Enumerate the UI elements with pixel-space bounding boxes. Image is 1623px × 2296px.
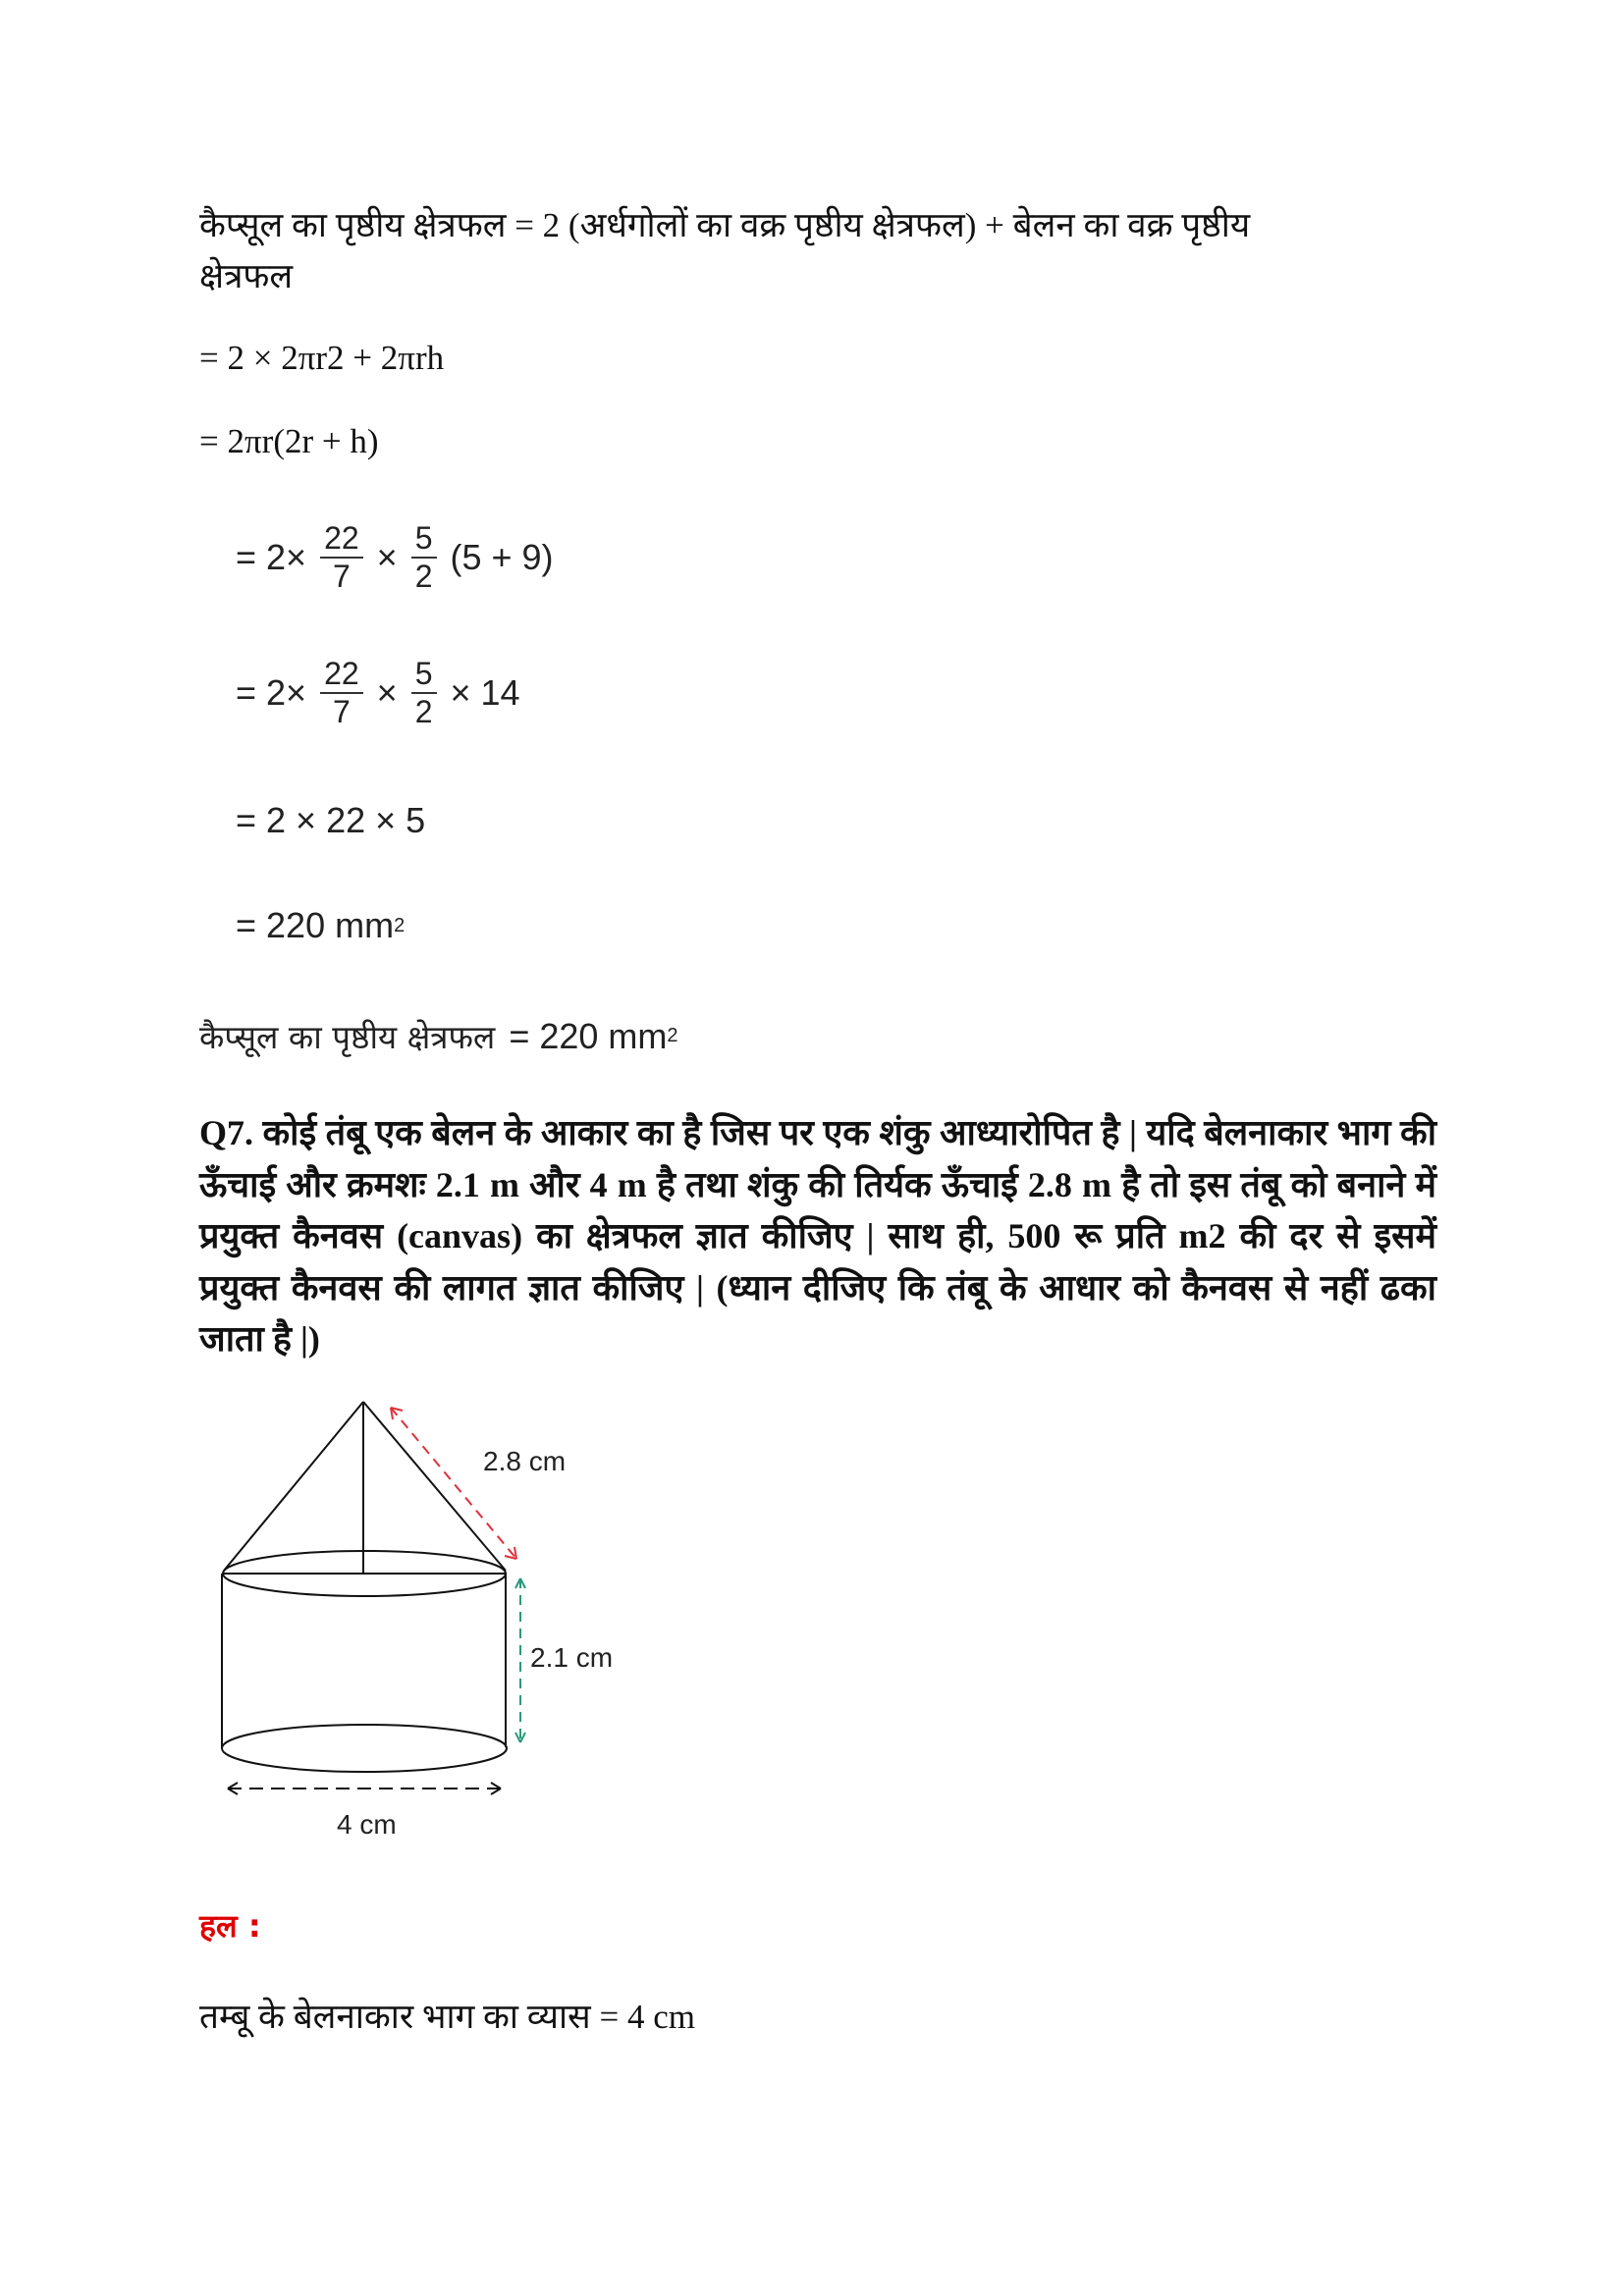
formula-line: = 2 × 2πr2 + 2πrh (199, 339, 445, 377)
fraction (320, 656, 363, 730)
text-line: कैप्सूल का पृष्ठीय क्षेत्रफल = 2 (अर्धगोलों का वक्र पृष्ठीय क्षेत्रफल) + बेलन का वक्र पृष्ठीय (199, 206, 1251, 244)
superscript: 2 (394, 914, 406, 936)
slant-label: 2.8 cm (483, 1446, 567, 1476)
superscript: 2 (667, 1025, 678, 1046)
formula-line: = 2πr(2r + h) (199, 422, 379, 460)
denominator: 2 (414, 558, 433, 594)
question-number: Q7. (199, 1113, 254, 1152)
question-q7 (199, 1107, 1436, 1365)
numerator: 5 (411, 520, 437, 559)
step-4 (236, 905, 405, 946)
step-text: (5 + 9) (450, 536, 554, 577)
question-text: कोई तंबू एक बेलन के आकार का है जिस पर एक शंकु आध्यारोपित है | यदि बेलनाकार भाग की ऊँचाई और क्रमशः 2.1 m और 4 m है तथा शंकु की तिर्यक ऊँचाई 2.8 m है तो इस तंबू को बनाने में प्रयुक्त कैनवस (canvas) का क्षेत्रफल ज्ञात कीजिए | साथ ही, 500 रू प्रति m2 की दर से इसमें प्रयुक्त कैनवस की लागत ज्ञात कीजिए | (ध्यान दीजिए कि तंबू के आधार को कैनवस से नहीं ढका जाता है |) (199, 1113, 1437, 1359)
step-text: × 14 (450, 671, 520, 713)
result-line (199, 1014, 678, 1058)
step-text: = 220 mm (236, 905, 395, 945)
denominator: 7 (332, 693, 351, 729)
step-text: = 2× (236, 671, 307, 713)
fraction (411, 656, 437, 730)
times: × (376, 536, 398, 577)
step-1 (236, 520, 554, 595)
diameter-label: 4 cm (337, 1809, 397, 1840)
times: × (376, 671, 398, 713)
fraction (320, 520, 363, 595)
solution-line: तम्बू के बेलनाकार भाग का व्यास = 4 cm (199, 1998, 695, 2036)
step-3: = 2 × 22 × 5 (236, 800, 426, 840)
bottom-ellipse (222, 1725, 507, 1772)
numerator: 22 (320, 656, 363, 694)
cone-right-edge (363, 1402, 506, 1571)
slant-arrow (391, 1408, 516, 1559)
denominator: 2 (414, 693, 433, 729)
numerator: 5 (411, 656, 437, 694)
solution-heading: हल : (199, 1907, 261, 1945)
step-2 (236, 656, 520, 730)
fraction (411, 520, 437, 595)
result-label: कैप्सूल का पृष्ठीय क्षेत्रफल (199, 1018, 496, 1056)
tent-diagram (177, 1374, 668, 1865)
step-text: = 2× (236, 536, 307, 577)
text-line: क्षेत्रफल (199, 257, 294, 295)
height-label: 2.1 cm (530, 1642, 614, 1673)
denominator: 7 (332, 558, 351, 594)
cone-left-edge (224, 1402, 363, 1571)
numerator: 22 (320, 520, 363, 559)
result-value: = 220 mm (509, 1015, 668, 1056)
